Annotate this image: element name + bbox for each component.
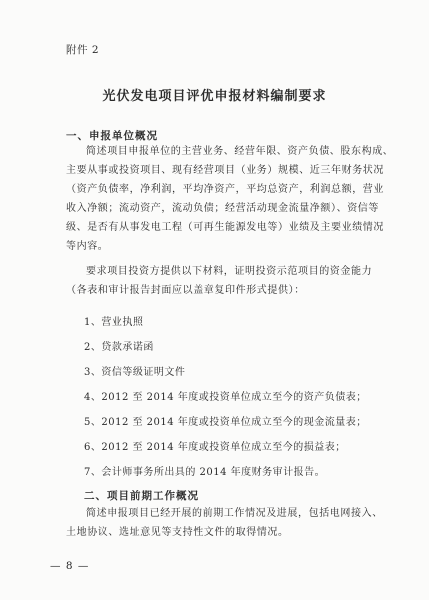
- list-item: 1、营业执照: [84, 317, 144, 328]
- text-line: 等内容。: [66, 241, 109, 252]
- text-line: （各表和审计报告封面应以盖章复印件形式提供）：: [66, 285, 305, 296]
- list-item: 6、2012 至 2014 年度或投资单位成立至今的损益表；: [84, 442, 346, 453]
- section-1-heading: 一、申报单位概况: [66, 130, 158, 142]
- annex-label: 附件 2: [66, 44, 100, 56]
- text-line: 级、是否有从事发电工程（可再生能源发电等）业绩及主要业绩情况: [66, 222, 384, 233]
- list-item: 7、会计师事务所出具的 2014 年度财务审计报告。: [84, 467, 326, 478]
- text-line: 简述申报项目已经开展的前期工作情况及进展，包括电网接入、: [86, 508, 383, 519]
- section-2-heading: 二、项目前期工作概况: [84, 490, 199, 502]
- text-line: 土地协议、选址意见等支持性文件的取得情况。: [66, 527, 289, 538]
- section-1-paragraph-2: [66, 262, 373, 300]
- text-line: 收入净额；流动资产，流动负债；经营活动现金流量净额）、资信等: [66, 203, 379, 214]
- text-line: 主要从事或投资项目、现有经营项目（业务）规模、近三年财务状况: [66, 165, 384, 176]
- text-line: （资产负债率，净利润，平均净资产，平均总资产，利润总额，营业: [66, 184, 384, 195]
- section-2-paragraph: [66, 504, 383, 542]
- list-item: 4、2012 至 2014 年度或投资单位成立至今的资产负债表；: [84, 392, 367, 403]
- document-title: 光伏发电项目评优申报材料编制要求: [102, 89, 327, 104]
- text-line: 要求项目投资方提供以下材料，证明投资示范项目的资金能力: [86, 266, 373, 277]
- text-line: 简述项目申报单位的主营业务、经营年限、资产负债、股东构成、: [86, 146, 394, 157]
- list-item: 2、贷款承诺函: [84, 342, 154, 353]
- list-item: 3、资信等级证明文件: [84, 367, 186, 378]
- list-item: 5、2012 至 2014 年度或投资单位成立至今的现金流量表；: [84, 417, 367, 428]
- section-1-paragraph-1: [66, 142, 394, 256]
- page-number: — 8 —: [50, 560, 90, 572]
